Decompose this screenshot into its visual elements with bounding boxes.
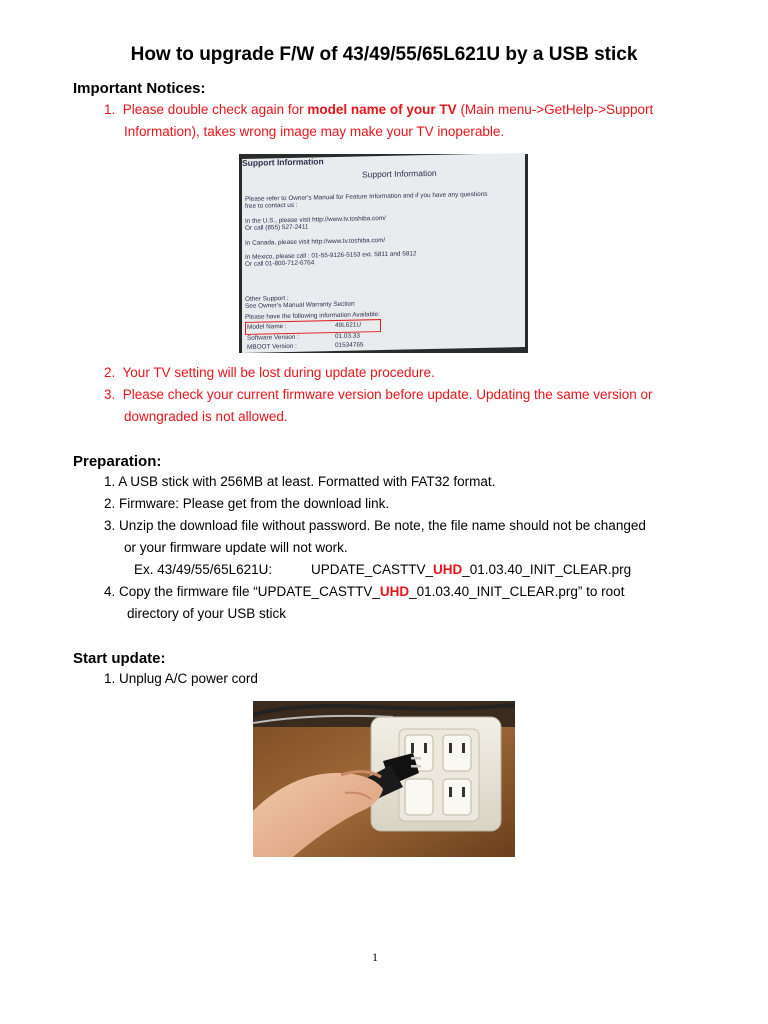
screen-ca1: In Canada, please visit http://www.tv.toshiba.com/ bbox=[245, 236, 386, 247]
prep-item-4-uhd: UHD bbox=[379, 584, 410, 599]
screen-sw-label: Software Version : bbox=[247, 333, 299, 342]
prep-item-3-line2: or your firmware update will not work. bbox=[124, 540, 348, 555]
prep-item-1: 1. A USB stick with 256MB at least. Formatted with FAT32 format. bbox=[104, 474, 496, 489]
page-number: 1 bbox=[372, 950, 378, 964]
preparation-heading: Preparation: bbox=[73, 453, 162, 470]
screen-mx1: In Mexico, please call : 01-55-9126-5153 ext. 5811 and 5812 bbox=[245, 250, 417, 261]
power-outlet-illustration bbox=[253, 701, 515, 857]
prep-item-2: 2. Firmware: Please get from the download link. bbox=[104, 496, 390, 511]
screen-line1: Please refer to Owner's Manual for Feature Information and if you have any questions bbox=[245, 190, 488, 203]
notices-heading: Important Notices: bbox=[73, 80, 206, 97]
notice-3-line2: downgraded is not allowed. bbox=[124, 409, 288, 424]
notice-3-text: Please check your current firmware version before update. Updating the same version or bbox=[122, 387, 653, 402]
notice-3 bbox=[104, 384, 653, 406]
screen-other2: See Owner's Manual Warranty Section bbox=[245, 300, 355, 310]
screen-mboot-value: 01534765 bbox=[335, 341, 364, 350]
notice-2 bbox=[104, 362, 435, 384]
prep-example-label: Ex. 43/49/55/65L621U: bbox=[134, 562, 273, 577]
screen-header-left: Support Information bbox=[242, 156, 324, 168]
notice-1-number: 1. bbox=[104, 102, 116, 117]
notice-1-text-post: (Main menu->GetHelp->Support bbox=[456, 102, 654, 117]
prep-item-4-pre: 4. Copy the firmware file “UPDATE_CASTTV_ bbox=[104, 584, 380, 599]
prep-item-4-line2: directory of your USB stick bbox=[127, 606, 287, 621]
example-filename-pre: UPDATE_CASTTV_ bbox=[311, 562, 434, 577]
notice-3-number: 3. bbox=[104, 387, 116, 402]
screen-have: Please have the following information Available: bbox=[245, 311, 380, 321]
unplug-power-cord-photo bbox=[253, 701, 515, 857]
support-info-screenshot bbox=[239, 154, 528, 353]
screen-other1: Other Support : bbox=[245, 294, 289, 303]
screen-header-center: Support Information bbox=[362, 167, 437, 180]
prep-example-filename bbox=[311, 559, 631, 581]
tv-screen bbox=[242, 153, 525, 353]
model-name-highlight bbox=[245, 319, 381, 335]
screen-us2: Or call (855) 527-2411 bbox=[245, 223, 309, 232]
screen-mx2: Or call 01-800-712-6764 bbox=[245, 259, 315, 268]
notice-2-text: Your TV setting will be lost during update procedure. bbox=[122, 365, 435, 380]
example-filename-post: _01.03.40_INIT_CLEAR.prg bbox=[462, 562, 632, 577]
start-item-1: 1. Unplug A/C power cord bbox=[104, 671, 258, 686]
notice-1-line2: Information), takes wrong image may make your TV inoperable. bbox=[124, 124, 505, 139]
screen-model-label: Model Name : bbox=[247, 323, 287, 331]
screen-sw-value: 01.03.33 bbox=[335, 332, 360, 341]
example-filename-uhd: UHD bbox=[433, 562, 463, 577]
start-update-heading: Start update: bbox=[73, 650, 166, 667]
notice-1 bbox=[104, 99, 653, 121]
screen-us1: In the U.S., please visit http://www.tv.toshiba.com/ bbox=[245, 214, 386, 225]
page-title: How to upgrade F/W of 43/49/55/65L621U by a USB stick bbox=[130, 44, 638, 65]
notice-2-number: 2. bbox=[104, 365, 116, 380]
screen-line2: free to contact us : bbox=[245, 201, 298, 210]
notice-1-bold: model name of your TV bbox=[307, 102, 457, 117]
screen-mboot-label: MBOOT Version : bbox=[247, 342, 297, 351]
prep-item-3: 3. Unzip the download file without password. Be note, the file name should not be changed bbox=[104, 518, 646, 533]
screen-model-value: 49L621U bbox=[335, 321, 361, 330]
notice-1-text-pre: Please double check again for bbox=[122, 102, 308, 117]
prep-item-4-post: _01.03.40_INIT_CLEAR.prg” to root bbox=[409, 584, 625, 599]
prep-item-4 bbox=[104, 581, 624, 603]
